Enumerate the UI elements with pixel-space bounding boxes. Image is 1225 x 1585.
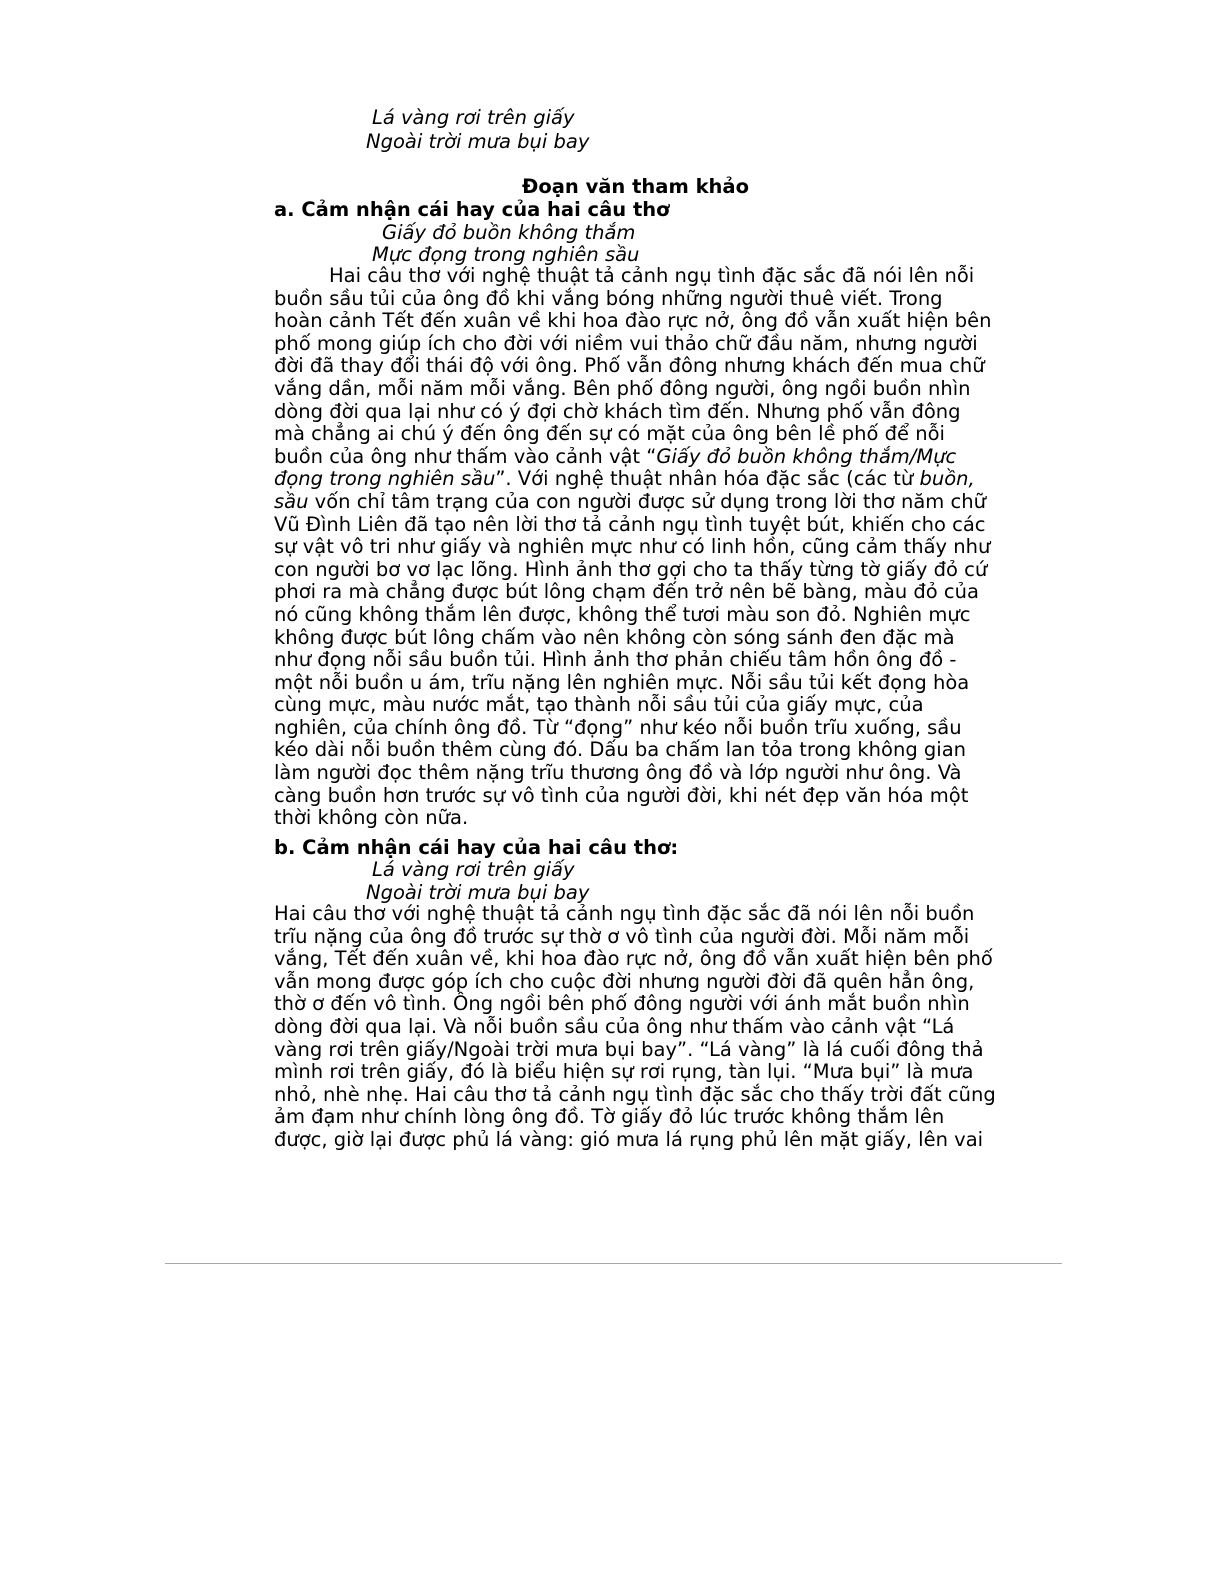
section-title: Đoạn văn tham khảo (522, 175, 749, 198)
part-a-heading: a. Cảm nhận cái hay của hai câu thơ (274, 198, 670, 221)
paragraph-line: con người bơ vơ lạc lõng. Hình ảnh thơ gợi cho ta thấy từng tờ giấy đỏ cứ (274, 557, 988, 581)
paragraph-line: cùng mực, màu nước mắt, tạo thành nỗi sầu tủi của giấy mực, của (274, 693, 924, 717)
paragraph-line: dòng đời qua lại như có ý đợi chờ khách tìm đến. Nhưng phố vẫn đông (274, 399, 961, 423)
paragraph-line: nó cũng không thắm lên được, không thể tươi màu son đỏ. Nghiên mực (274, 602, 971, 626)
paragraph-line: thời không còn nữa. (274, 806, 469, 830)
part-b-heading: b. Cảm nhận cái hay của hai câu thơ: (274, 836, 679, 859)
text-run: buồn của ông như thấm vào cảnh vật “ (274, 444, 657, 468)
italic-word: sầu (274, 489, 309, 513)
text-run: ”. Với nghệ thuật nhân hóa đặc sắc (các từ (495, 467, 920, 491)
quoted-verse-italic: Giấy đỏ buồn không thắm/Mực (656, 444, 957, 468)
paragraph-line: Hai câu thơ với nghệ thuật tả cảnh ngụ tình đặc sắc đã nói lên nỗi buồn (274, 902, 975, 925)
part-a-paragraph (274, 265, 1004, 830)
top-verse-line-2: Ngoài trời mưa bụi bay (366, 130, 590, 153)
paragraph-line-mixed (274, 446, 1004, 469)
paragraph-line: buồn sầu tủi của ông đồ khi vắng bóng những người thuê viết. Trong (274, 286, 943, 310)
paragraph-line-mixed (274, 491, 1004, 514)
paragraph-line: dòng đời qua lại. Và nỗi buồn sầu của ông như thấm vào cảnh vật “Lá (274, 1014, 955, 1038)
part-b-verse-line-1: Lá vàng rơi trên giấy (372, 858, 575, 881)
paragraph-line: vắng dần, mỗi năm mỗi vắng. Bên phố đông người, ông ngồi buồn nhìn (274, 376, 971, 400)
paragraph-line: mình rơi trên giấy, đó là biểu hiện sự rơi rụng, tàn lụi. “Mưa bụi” là mưa (274, 1060, 974, 1084)
paragraph-line: làm người đọc thêm nặng trĩu thương ông đồ và lớp người như ông. Và (274, 761, 962, 785)
italic-word: buồn, (919, 467, 975, 491)
paragraph-line: được, giờ lại được phủ lá vàng: gió mưa lá rụng phủ lên mặt giấy, lên vai (274, 1127, 984, 1151)
part-a-verse-line-1: Giấy đỏ buồn không thắm (382, 221, 636, 244)
paragraph-line: mà chẳng ai chú ý đến ông đến sự có mặt của ông bên lề phố để nỗi (274, 422, 945, 446)
part-b-verse-line-2: Ngoài trời mưa bụi bay (366, 881, 590, 904)
text-run: vốn chỉ tâm trạng của con người được sử dụng trong lời thơ năm chữ (308, 489, 986, 513)
quoted-verse-italic: đọng trong nghiên sầu (274, 467, 496, 491)
paragraph-line: vàng rơi trên giấy/Ngoài trời mưa bụi bay”. “Lá vàng” là lá cuối đông thả (274, 1037, 984, 1061)
paragraph-line: hoàn cảnh Tết đến xuân về khi hoa đào rực nở, ông đồ vẫn xuất hiện bên (274, 309, 992, 333)
paragraph-line: Vũ Đình Liên đã tạo nên lời thơ tả cảnh ngụ tình tuyệt bút, khiến cho các (274, 512, 986, 536)
footer-divider (165, 1263, 1062, 1264)
paragraph-line: Hai câu thơ với nghệ thuật tả cảnh ngụ tình đặc sắc đã nói lên nỗi (329, 264, 975, 287)
paragraph-line: như đọng nỗi sầu buồn tủi. Hình ảnh thơ phản chiếu tâm hồn ông đồ - (274, 648, 957, 672)
paragraph-line: vẫn mong được góp ích cho cuộc đời nhưng người đời đã quên hẳn ông, (274, 969, 975, 993)
paragraph-line: nhỏ, nhè nhẹ. Hai câu thơ tả cảnh ngụ tình đặc sắc cho thấy trời đất cũng (274, 1082, 996, 1106)
paragraph-line: vắng, Tết đến xuân về, khi hoa đào rực nở, ông đồ vẫn xuất hiện bên phố (274, 947, 993, 971)
paragraph-line: thờ ơ đến vô tình. Ông ngồi bên phố đông người với ánh mắt buồn nhìn (274, 992, 970, 1016)
part-a-verse-line-2: Mực đọng trong nghiên sầu (372, 243, 640, 266)
paragraph-line: phơi ra mà chẳng được bút lông chạm đến trở nên bẽ bàng, màu đỏ của (274, 580, 979, 604)
paragraph-line: một nỗi buồn u ám, trĩu nặng lên nghiên mực. Nỗi sầu tủi kết đọng hòa (274, 670, 970, 694)
top-verse-line-1: Lá vàng rơi trên giấy (372, 106, 575, 129)
paragraph-line: nghiên, của chính ông đồ. Từ “đọng” như kéo nỗi buồn trĩu xuống, sầu (274, 715, 962, 739)
paragraph-line: đời đã thay đổi thái độ với ông. Phố vẫn đông nhưng khách đến mua chữ (274, 354, 985, 378)
paragraph-line: trĩu nặng của ông đồ trước sự thờ ơ vô tình của người đời. Mỗi năm mỗi (274, 924, 970, 948)
part-b-paragraph (274, 903, 1004, 1152)
paragraph-line: không được bút lông chấm vào nên không còn sóng sánh đen đặc mà (274, 625, 955, 649)
paragraph-line: sự vật vô tri như giấy và nghiên mực như có linh hồn, cũng cảm thấy như (274, 535, 991, 559)
paragraph-line: kéo dài nỗi buồn thêm cùng đó. Dấu ba chấm lan tỏa trong không gian (274, 738, 967, 762)
paragraph-line: phố mong giúp ích cho đời với niềm vui thảo chữ đầu năm, nhưng người (274, 331, 978, 355)
paragraph-line: càng buồn hơn trước sự vô tình của người đời, khi nét đẹp văn hóa một (274, 783, 969, 807)
paragraph-line: ảm đạm như chính lòng ông đồ. Tờ giấy đỏ lúc trước không thắm lên (274, 1105, 945, 1129)
paragraph-line-mixed (274, 468, 1004, 491)
